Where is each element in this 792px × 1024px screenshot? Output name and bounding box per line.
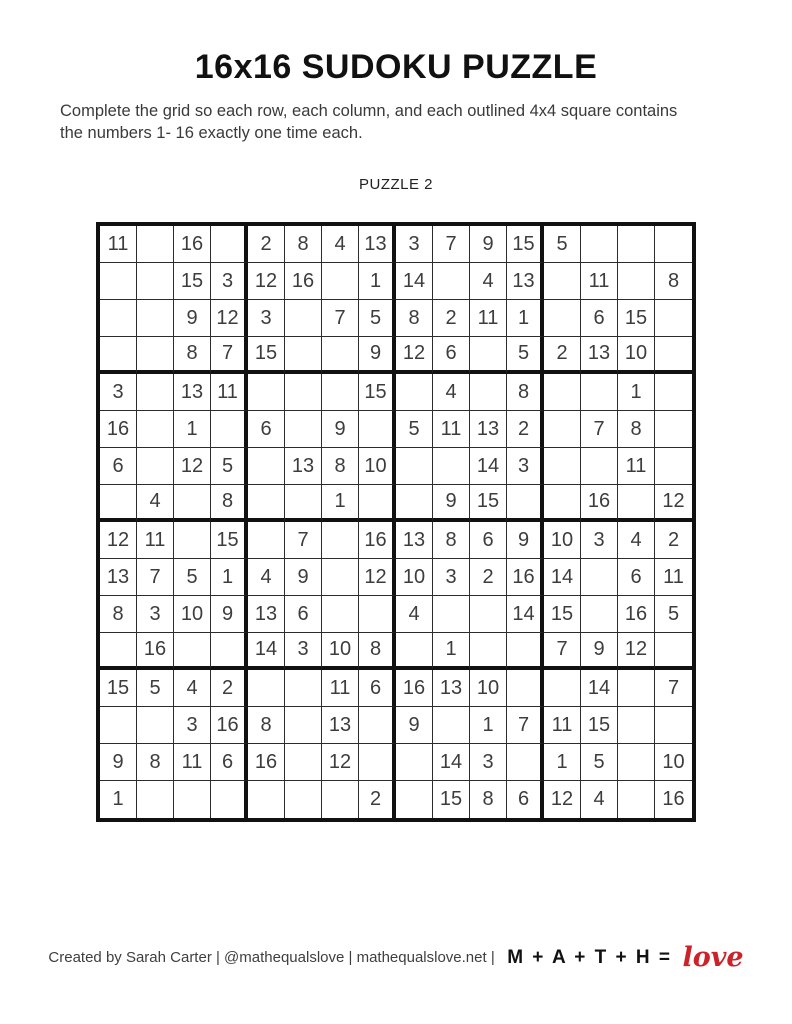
grid-cell bbox=[655, 374, 692, 411]
grid-cell: 15 bbox=[248, 337, 285, 374]
grid-cell: 7 bbox=[581, 411, 618, 448]
grid-cell: 12 bbox=[174, 448, 211, 485]
grid-cell bbox=[174, 633, 211, 670]
grid-cell bbox=[322, 781, 359, 818]
grid-cell: 10 bbox=[544, 522, 581, 559]
grid-cell: 9 bbox=[211, 596, 248, 633]
grid-cell: 12 bbox=[100, 522, 137, 559]
grid-cell: 6 bbox=[618, 559, 655, 596]
instructions-line-2: the numbers 1- 16 exactly one time each. bbox=[60, 124, 363, 143]
grid-cell: 11 bbox=[174, 744, 211, 781]
grid-cell: 11 bbox=[618, 448, 655, 485]
grid-cell: 13 bbox=[322, 707, 359, 744]
grid-cell bbox=[581, 559, 618, 596]
grid-cell: 3 bbox=[137, 596, 174, 633]
grid-cell: 12 bbox=[359, 559, 396, 596]
grid-cell: 7 bbox=[322, 300, 359, 337]
grid-cell: 9 bbox=[285, 559, 322, 596]
grid-cell bbox=[285, 300, 322, 337]
grid-cell: 2 bbox=[211, 670, 248, 707]
grid-cell: 9 bbox=[359, 337, 396, 374]
grid-cell: 16 bbox=[359, 522, 396, 559]
grid-cell bbox=[507, 633, 544, 670]
grid-cell bbox=[322, 337, 359, 374]
grid-cell: 16 bbox=[100, 411, 137, 448]
grid-cell: 5 bbox=[655, 596, 692, 633]
grid-cell: 9 bbox=[322, 411, 359, 448]
grid-cell bbox=[433, 263, 470, 300]
grid-cell: 16 bbox=[174, 226, 211, 263]
grid-cell bbox=[544, 411, 581, 448]
grid-cell: 9 bbox=[100, 744, 137, 781]
grid-cell: 11 bbox=[100, 226, 137, 263]
grid-cell: 13 bbox=[285, 448, 322, 485]
grid-cell: 11 bbox=[322, 670, 359, 707]
grid-cell bbox=[211, 226, 248, 263]
grid-cell: 7 bbox=[655, 670, 692, 707]
grid-cell: 6 bbox=[433, 337, 470, 374]
grid-cell bbox=[248, 522, 285, 559]
grid-cell bbox=[581, 226, 618, 263]
grid-cell bbox=[359, 485, 396, 522]
grid-cell: 16 bbox=[655, 781, 692, 818]
grid-cell bbox=[470, 633, 507, 670]
grid-cell: 3 bbox=[174, 707, 211, 744]
grid-cell bbox=[581, 596, 618, 633]
grid-cell: 2 bbox=[655, 522, 692, 559]
grid-cell: 4 bbox=[581, 781, 618, 818]
grid-cell bbox=[322, 522, 359, 559]
grid-cell: 1 bbox=[322, 485, 359, 522]
grid-cell bbox=[211, 411, 248, 448]
grid-cell bbox=[359, 744, 396, 781]
grid-cell: 10 bbox=[174, 596, 211, 633]
grid-cell: 2 bbox=[470, 559, 507, 596]
grid-cell: 15 bbox=[618, 300, 655, 337]
grid-cell bbox=[137, 337, 174, 374]
grid-cell bbox=[174, 485, 211, 522]
grid-cell: 13 bbox=[248, 596, 285, 633]
instructions bbox=[60, 100, 740, 145]
grid-cell bbox=[618, 485, 655, 522]
grid-cell: 7 bbox=[544, 633, 581, 670]
grid-cell: 4 bbox=[618, 522, 655, 559]
grid-cell: 16 bbox=[248, 744, 285, 781]
grid-cell: 6 bbox=[248, 411, 285, 448]
grid-cell bbox=[322, 263, 359, 300]
grid-cell: 4 bbox=[248, 559, 285, 596]
grid-cell: 11 bbox=[137, 522, 174, 559]
grid-cell: 12 bbox=[618, 633, 655, 670]
grid-cell bbox=[100, 485, 137, 522]
grid-cell: 5 bbox=[507, 337, 544, 374]
grid-cell bbox=[285, 670, 322, 707]
grid-cell: 2 bbox=[507, 411, 544, 448]
grid-cell bbox=[507, 744, 544, 781]
grid-cell: 15 bbox=[100, 670, 137, 707]
grid-cell: 1 bbox=[433, 633, 470, 670]
grid-cell: 10 bbox=[396, 559, 433, 596]
grid-cell bbox=[396, 485, 433, 522]
grid-cell: 16 bbox=[285, 263, 322, 300]
grid-cell: 9 bbox=[581, 633, 618, 670]
footer bbox=[0, 942, 792, 973]
grid-cell: 10 bbox=[470, 670, 507, 707]
grid-cell: 2 bbox=[433, 300, 470, 337]
grid-cell: 6 bbox=[211, 744, 248, 781]
grid-cell: 1 bbox=[174, 411, 211, 448]
grid-cell: 5 bbox=[359, 300, 396, 337]
grid-cell: 3 bbox=[211, 263, 248, 300]
grid-cell: 6 bbox=[470, 522, 507, 559]
grid-cell bbox=[285, 411, 322, 448]
grid-cell: 11 bbox=[655, 559, 692, 596]
grid-cell: 8 bbox=[433, 522, 470, 559]
grid-cell bbox=[433, 448, 470, 485]
grid-cell bbox=[655, 300, 692, 337]
grid-cell bbox=[470, 337, 507, 374]
grid-cell bbox=[544, 374, 581, 411]
grid-cell bbox=[618, 226, 655, 263]
grid-cell bbox=[507, 670, 544, 707]
grid-cell bbox=[655, 337, 692, 374]
grid-cell bbox=[396, 744, 433, 781]
grid-cell bbox=[322, 559, 359, 596]
grid-cell bbox=[137, 263, 174, 300]
grid-cell: 9 bbox=[396, 707, 433, 744]
grid-cell: 8 bbox=[174, 337, 211, 374]
grid-cell bbox=[248, 781, 285, 818]
grid-cell: 8 bbox=[618, 411, 655, 448]
grid-cell: 15 bbox=[359, 374, 396, 411]
grid-cell: 10 bbox=[618, 337, 655, 374]
grid-cell bbox=[359, 596, 396, 633]
grid-cell: 4 bbox=[396, 596, 433, 633]
grid-cell bbox=[285, 374, 322, 411]
sudoku-grid bbox=[96, 222, 696, 822]
grid-cell: 15 bbox=[211, 522, 248, 559]
grid-cell bbox=[137, 448, 174, 485]
grid-cell: 15 bbox=[507, 226, 544, 263]
grid-cell: 1 bbox=[544, 744, 581, 781]
grid-cell: 16 bbox=[137, 633, 174, 670]
grid-cell bbox=[618, 781, 655, 818]
grid-cell bbox=[359, 707, 396, 744]
grid-cell: 5 bbox=[174, 559, 211, 596]
grid-cell: 11 bbox=[433, 411, 470, 448]
grid-cell bbox=[655, 226, 692, 263]
grid-cell: 1 bbox=[470, 707, 507, 744]
grid-cell: 16 bbox=[581, 485, 618, 522]
grid-cell bbox=[137, 707, 174, 744]
grid-cell bbox=[396, 633, 433, 670]
grid-cell bbox=[544, 485, 581, 522]
grid-cell: 15 bbox=[544, 596, 581, 633]
grid-cell: 1 bbox=[100, 781, 137, 818]
grid-cell: 5 bbox=[137, 670, 174, 707]
grid-cell bbox=[211, 781, 248, 818]
grid-cell bbox=[100, 300, 137, 337]
grid-cell: 1 bbox=[507, 300, 544, 337]
grid-cell bbox=[322, 374, 359, 411]
grid-cell: 14 bbox=[581, 670, 618, 707]
grid-cell bbox=[433, 596, 470, 633]
grid-cell: 7 bbox=[211, 337, 248, 374]
grid-cell: 11 bbox=[581, 263, 618, 300]
grid-cell: 8 bbox=[322, 448, 359, 485]
grid-cell: 7 bbox=[285, 522, 322, 559]
grid-cell bbox=[396, 781, 433, 818]
grid-cell: 3 bbox=[248, 300, 285, 337]
grid-cell bbox=[655, 411, 692, 448]
grid-cell: 13 bbox=[433, 670, 470, 707]
grid-cell: 8 bbox=[470, 781, 507, 818]
grid-cell: 15 bbox=[470, 485, 507, 522]
grid-cell: 6 bbox=[285, 596, 322, 633]
grid-cell: 10 bbox=[655, 744, 692, 781]
grid-cell bbox=[137, 374, 174, 411]
grid-cell: 3 bbox=[100, 374, 137, 411]
grid-cell: 5 bbox=[211, 448, 248, 485]
grid-cell: 6 bbox=[100, 448, 137, 485]
love-script-logo: love bbox=[682, 942, 744, 973]
grid-cell: 8 bbox=[655, 263, 692, 300]
grid-cell bbox=[544, 670, 581, 707]
grid-cell bbox=[396, 374, 433, 411]
grid-cell: 8 bbox=[359, 633, 396, 670]
grid-cell: 13 bbox=[581, 337, 618, 374]
grid-cell bbox=[137, 226, 174, 263]
grid-cell: 13 bbox=[100, 559, 137, 596]
grid-cell: 15 bbox=[433, 781, 470, 818]
grid-cell bbox=[618, 263, 655, 300]
grid-cell: 10 bbox=[322, 633, 359, 670]
grid-cell: 13 bbox=[396, 522, 433, 559]
grid-cell: 1 bbox=[618, 374, 655, 411]
grid-cell bbox=[211, 633, 248, 670]
grid-cell: 13 bbox=[507, 263, 544, 300]
grid-cell: 12 bbox=[396, 337, 433, 374]
grid-cell: 16 bbox=[618, 596, 655, 633]
grid-cell: 8 bbox=[137, 744, 174, 781]
grid-cell: 14 bbox=[470, 448, 507, 485]
grid-cell bbox=[137, 300, 174, 337]
grid-cell bbox=[470, 596, 507, 633]
grid-cell: 14 bbox=[544, 559, 581, 596]
grid-cell bbox=[359, 411, 396, 448]
grid-cell bbox=[174, 781, 211, 818]
instructions-line-1: Complete the grid so each row, each column, and each outlined 4x4 square contains bbox=[60, 102, 678, 120]
grid-cell: 9 bbox=[174, 300, 211, 337]
grid-cell: 8 bbox=[285, 226, 322, 263]
grid-cell bbox=[248, 448, 285, 485]
grid-cell: 14 bbox=[507, 596, 544, 633]
grid-cell: 4 bbox=[470, 263, 507, 300]
grid-cell: 7 bbox=[507, 707, 544, 744]
grid-cell bbox=[248, 670, 285, 707]
puzzle-label: PUZZLE 2 bbox=[358, 176, 434, 193]
grid-cell bbox=[285, 744, 322, 781]
grid-cell bbox=[248, 485, 285, 522]
grid-cell: 8 bbox=[211, 485, 248, 522]
grid-cell: 16 bbox=[507, 559, 544, 596]
grid-cell: 15 bbox=[174, 263, 211, 300]
grid-cell bbox=[655, 448, 692, 485]
grid-cell bbox=[137, 411, 174, 448]
grid-cell: 12 bbox=[211, 300, 248, 337]
grid-cell: 3 bbox=[285, 633, 322, 670]
grid-cell: 5 bbox=[396, 411, 433, 448]
grid-cell: 12 bbox=[544, 781, 581, 818]
grid-cell: 5 bbox=[544, 226, 581, 263]
grid-cell bbox=[618, 670, 655, 707]
grid-cell: 11 bbox=[544, 707, 581, 744]
grid-cell: 9 bbox=[433, 485, 470, 522]
grid-cell: 1 bbox=[211, 559, 248, 596]
grid-cell: 16 bbox=[396, 670, 433, 707]
grid-cell bbox=[618, 707, 655, 744]
grid-cell: 11 bbox=[211, 374, 248, 411]
grid-cell: 3 bbox=[581, 522, 618, 559]
grid-cell: 2 bbox=[544, 337, 581, 374]
grid-cell bbox=[433, 707, 470, 744]
grid-cell: 6 bbox=[359, 670, 396, 707]
grid-cell: 9 bbox=[470, 226, 507, 263]
grid-cell bbox=[100, 707, 137, 744]
grid-cell: 15 bbox=[581, 707, 618, 744]
grid-cell: 3 bbox=[507, 448, 544, 485]
grid-cell: 3 bbox=[396, 226, 433, 263]
grid-cell: 6 bbox=[507, 781, 544, 818]
grid-cell: 7 bbox=[137, 559, 174, 596]
grid-cell: 8 bbox=[248, 707, 285, 744]
grid-cell: 11 bbox=[470, 300, 507, 337]
grid-cell: 13 bbox=[470, 411, 507, 448]
grid-cell: 4 bbox=[322, 226, 359, 263]
grid-cell: 14 bbox=[248, 633, 285, 670]
grid-cell bbox=[655, 707, 692, 744]
grid-cell: 12 bbox=[655, 485, 692, 522]
grid-cell bbox=[618, 744, 655, 781]
grid-cell: 3 bbox=[433, 559, 470, 596]
grid-cell bbox=[396, 448, 433, 485]
grid-cell: 10 bbox=[359, 448, 396, 485]
grid-cell: 2 bbox=[359, 781, 396, 818]
grid-cell: 5 bbox=[581, 744, 618, 781]
credit-text: Created by Sarah Carter | @mathequalslove | mathequalslove.net | bbox=[48, 949, 495, 966]
grid-cell: 14 bbox=[396, 263, 433, 300]
grid-cell: 12 bbox=[248, 263, 285, 300]
grid-cell: 2 bbox=[248, 226, 285, 263]
grid-cell bbox=[137, 781, 174, 818]
grid-cell bbox=[285, 707, 322, 744]
grid-cell: 13 bbox=[359, 226, 396, 263]
grid-cell: 8 bbox=[507, 374, 544, 411]
grid-cell bbox=[285, 337, 322, 374]
grid-cell bbox=[581, 448, 618, 485]
grid-cell bbox=[544, 263, 581, 300]
grid-cell: 12 bbox=[322, 744, 359, 781]
grid-cell bbox=[100, 633, 137, 670]
grid-cell bbox=[544, 300, 581, 337]
grid-cell bbox=[285, 781, 322, 818]
grid-cell bbox=[248, 374, 285, 411]
grid-cell bbox=[470, 374, 507, 411]
grid-cell: 13 bbox=[174, 374, 211, 411]
grid-cell bbox=[285, 485, 322, 522]
grid-cell bbox=[174, 522, 211, 559]
grid-cell bbox=[322, 596, 359, 633]
grid-cell bbox=[581, 374, 618, 411]
grid-cell: 4 bbox=[433, 374, 470, 411]
grid-cell: 9 bbox=[507, 522, 544, 559]
grid-cell: 1 bbox=[359, 263, 396, 300]
grid-cell bbox=[544, 448, 581, 485]
grid-cell bbox=[100, 337, 137, 374]
grid-cell bbox=[507, 485, 544, 522]
grid-cell: 8 bbox=[100, 596, 137, 633]
grid-cell: 4 bbox=[137, 485, 174, 522]
math-logo-text: M + A + T + H = bbox=[507, 947, 672, 968]
grid-cell: 14 bbox=[433, 744, 470, 781]
grid-cell: 7 bbox=[433, 226, 470, 263]
grid-cell: 3 bbox=[470, 744, 507, 781]
page-title: 16x16 SUDOKU PUZZLE bbox=[194, 48, 598, 86]
grid-cell bbox=[655, 633, 692, 670]
grid-cell: 8 bbox=[396, 300, 433, 337]
grid-cell: 16 bbox=[211, 707, 248, 744]
grid-cell: 4 bbox=[174, 670, 211, 707]
grid-cell bbox=[100, 263, 137, 300]
grid-cell: 6 bbox=[581, 300, 618, 337]
